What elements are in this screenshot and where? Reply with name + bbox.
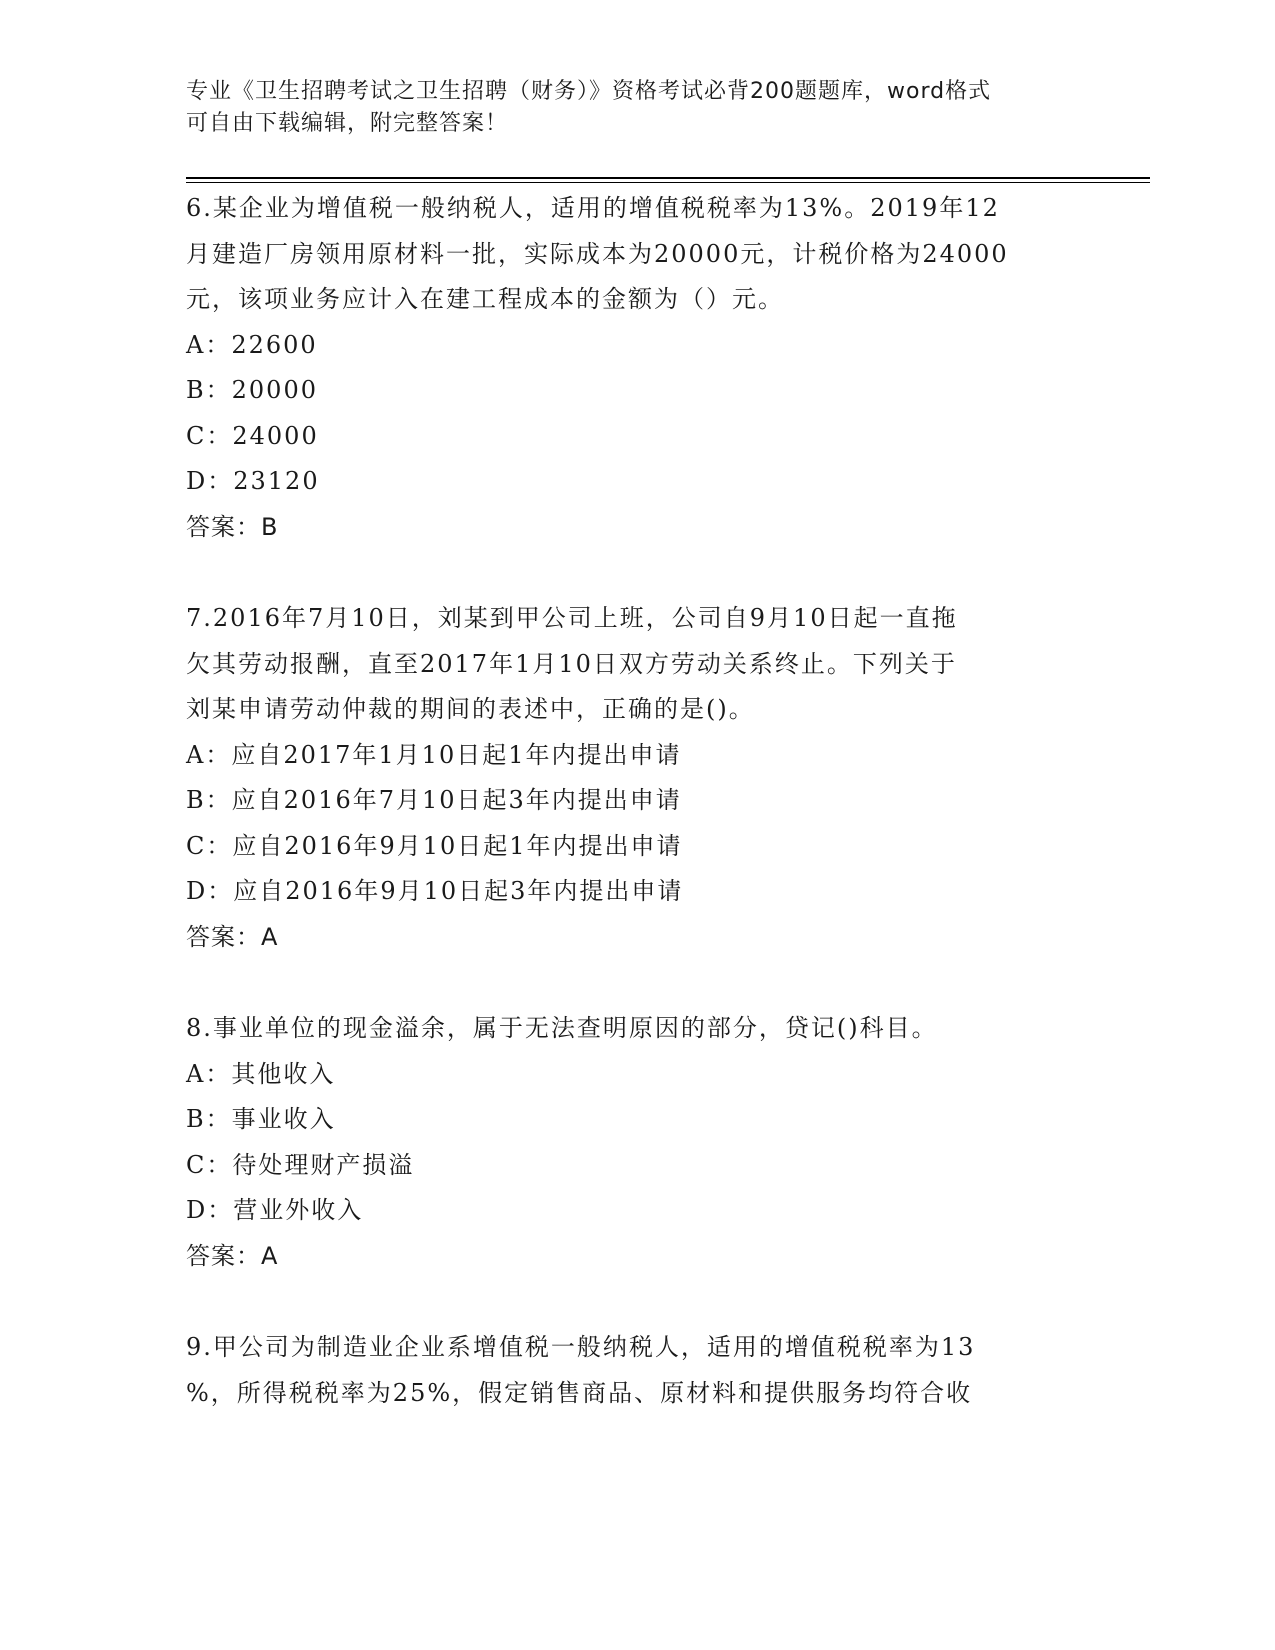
question-stem-line: 7.2016年7月10日，刘某到甲公司上班，公司自9月10日起一直拖 (186, 604, 958, 632)
question-stem-line: %，所得税税率为25%，假定销售商品、原材料和提供服务均符合收 (186, 1378, 973, 1407)
option-a: A：应自2017年1月10日起1年内提出申请 (186, 740, 682, 769)
question-8 (186, 1006, 1086, 1279)
question-spacer (186, 550, 1086, 596)
header-divider-thin (186, 182, 1150, 183)
option-d: D：应自2016年9月10日起3年内提出申请 (186, 877, 684, 905)
question-stem-line: 8.事业单位的现金溢余，属于无法查明原因的部分，贷记()科目。 (186, 1014, 938, 1042)
option-b: B：应自2016年7月10日起3年内提出申请 (186, 786, 682, 814)
option-b: B：事业收入 (186, 1105, 336, 1133)
question-stem-line: 元，该项业务应计入在建工程成本的金额为（）元。 (186, 285, 784, 313)
question-7 (186, 596, 1086, 960)
question-stem-line: 刘某申请劳动仲裁的期间的表述中，正确的是()。 (186, 695, 755, 723)
question-6 (186, 186, 1086, 550)
question-spacer (186, 960, 1086, 1006)
option-b: B：20000 (186, 376, 318, 404)
header-title-line-2: 可自由下载编辑，附完整答案！ (186, 111, 509, 136)
option-c: C：待处理财产损溢 (186, 1150, 415, 1179)
option-c: C：24000 (186, 421, 319, 450)
question-9 (186, 1325, 1086, 1416)
option-d: D：23120 (186, 467, 320, 495)
question-list (186, 186, 1086, 1416)
question-stem-line: 欠其劳动报酬，直至2017年1月10日双方劳动关系终止。下列关于 (186, 649, 957, 678)
answer-line: 答案：A (186, 922, 279, 951)
option-a: A：22600 (186, 330, 318, 359)
document-header (186, 76, 1086, 140)
question-spacer (186, 1279, 1086, 1325)
question-stem-line: 6.某企业为增值税一般纳税人，适用的增值税税率为13%。2019年12 (186, 194, 1000, 222)
option-d: D：营业外收入 (186, 1196, 364, 1224)
header-title-line-1: 专业《卫生招聘考试之卫生招聘（财务）》资格考试必背200题题库，word格式 (186, 79, 992, 104)
answer-line: 答案：A (186, 1241, 279, 1270)
question-stem-line: 月建造厂房领用原材料一批，实际成本为20000元，计税价格为24000 (186, 239, 1009, 268)
option-a: A：其他收入 (186, 1059, 336, 1088)
question-stem-line: 9.甲公司为制造业企业系增值税一般纳税人，适用的增值税税率为13 (186, 1333, 976, 1361)
option-c: C：应自2016年9月10日起1年内提出申请 (186, 831, 683, 860)
answer-line: 答案：B (186, 512, 279, 541)
header-divider-thick (186, 177, 1150, 179)
